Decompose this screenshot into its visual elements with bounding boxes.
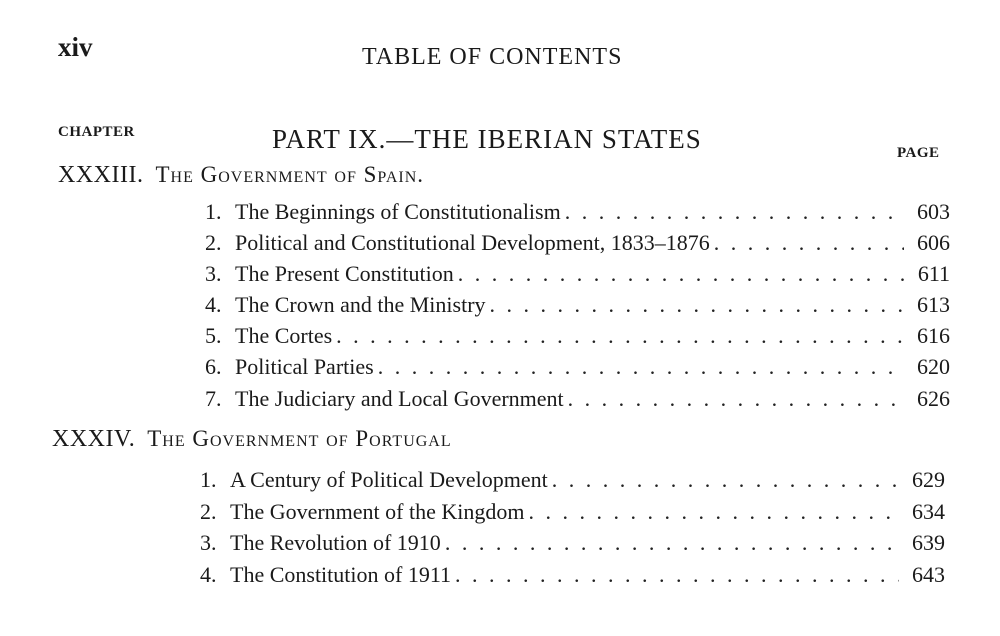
section-page: 629 xyxy=(912,467,945,492)
section-number: 4. xyxy=(205,292,222,317)
section-page: 606 xyxy=(917,230,950,255)
dot-leader xyxy=(445,530,899,556)
chapter-heading xyxy=(58,162,424,189)
dot-leader xyxy=(714,230,904,256)
section-page: 634 xyxy=(912,499,945,524)
section-number: 3. xyxy=(205,261,222,286)
running-head: TABLE OF CONTENTS xyxy=(362,44,623,70)
section-title: The Revolution of 1910 xyxy=(230,530,441,555)
dot-leader xyxy=(455,562,899,588)
page-column-label: PAGE xyxy=(897,145,940,161)
chapter-title: The Government of Spain. xyxy=(155,162,425,187)
section-number: 2. xyxy=(205,230,222,255)
section-title: The Government of the Kingdom xyxy=(230,499,525,524)
dot-leader xyxy=(552,467,899,493)
dot-leader xyxy=(529,499,900,525)
section-title: The Present Constitution xyxy=(235,261,454,286)
section-title: The Judiciary and Local Government xyxy=(235,386,564,411)
dot-leader xyxy=(568,386,904,412)
section-page: 616 xyxy=(917,323,950,348)
section-page: 639 xyxy=(912,530,945,555)
toc-entry xyxy=(205,230,950,256)
toc-entry xyxy=(205,292,950,318)
toc-entry xyxy=(200,467,945,493)
chapter-numeral: XXXIII. xyxy=(58,162,144,188)
section-number: 3. xyxy=(200,530,217,555)
chapter-heading xyxy=(52,426,452,453)
dot-leader xyxy=(336,323,904,349)
section-title: Political and Constitutional Development, 1833–1876 xyxy=(235,230,710,255)
toc-entry xyxy=(205,386,950,412)
chapter-numeral: XXXIV. xyxy=(52,426,136,452)
toc-entry xyxy=(205,261,950,287)
section-number: 4. xyxy=(200,562,217,587)
toc-entry xyxy=(205,199,950,225)
section-title: The Crown and the Ministry xyxy=(235,292,486,317)
section-number: 2. xyxy=(200,499,217,524)
section-number: 5. xyxy=(205,323,222,348)
section-title: The Beginnings of Constitutionalism xyxy=(235,199,561,224)
toc-entry xyxy=(200,499,945,525)
section-number: 7. xyxy=(205,386,222,411)
chapter-title: The Government of Portugal xyxy=(147,426,452,451)
page-number: xiv xyxy=(58,32,93,62)
dot-leader xyxy=(490,292,904,318)
toc-entry xyxy=(205,354,950,380)
section-page: 626 xyxy=(917,386,950,411)
part-title: PART IX.—THE IBERIAN STATES xyxy=(272,124,702,154)
section-title: A Century of Political Development xyxy=(230,467,548,492)
toc-entry xyxy=(205,323,950,349)
section-number: 1. xyxy=(200,467,217,492)
toc-entry xyxy=(200,562,945,588)
section-page: 613 xyxy=(917,292,950,317)
toc-entry xyxy=(200,530,945,556)
section-number: 6. xyxy=(205,354,222,379)
section-title: The Constitution of 1911 xyxy=(230,562,452,587)
dot-leader xyxy=(458,261,904,287)
section-page: 620 xyxy=(917,354,950,379)
dot-leader xyxy=(565,199,904,225)
section-page: 611 xyxy=(917,261,950,286)
section-page: 603 xyxy=(917,199,950,224)
dot-leader xyxy=(378,354,904,380)
section-page: 643 xyxy=(912,562,945,587)
section-number: 1. xyxy=(205,199,222,224)
section-title: The Cortes xyxy=(235,323,333,348)
section-title: Political Parties xyxy=(235,354,374,379)
chapter-column-label: CHAPTER xyxy=(58,124,135,140)
